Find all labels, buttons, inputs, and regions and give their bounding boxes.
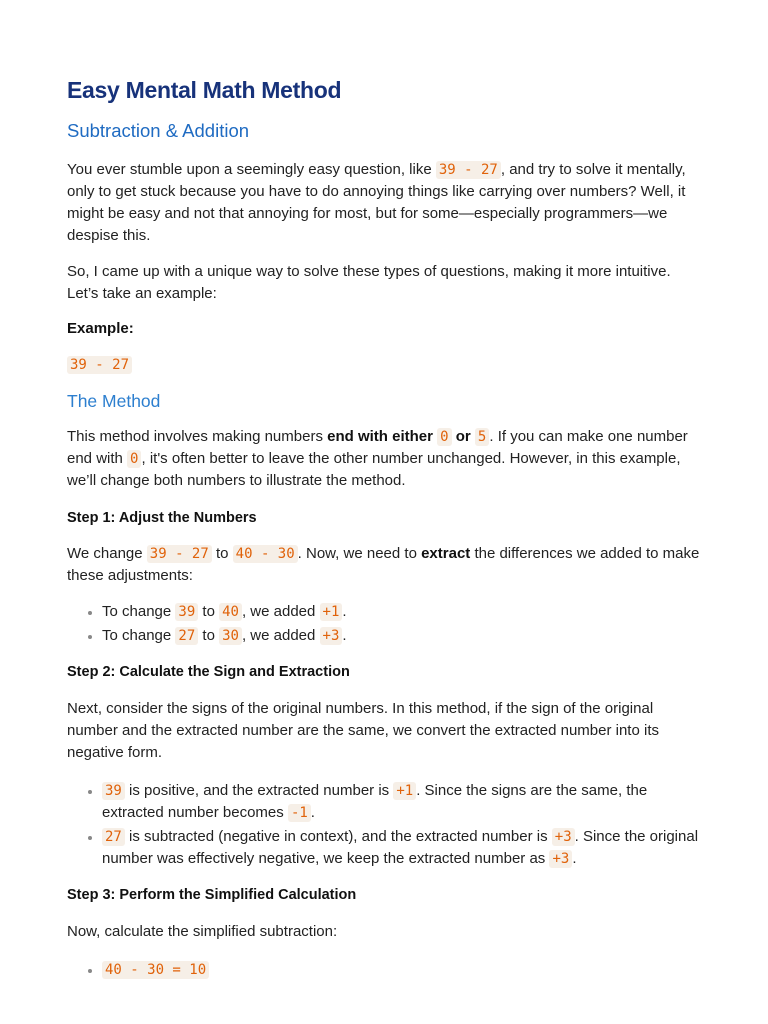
inline-code: 40 - 30 = 10 [102,961,209,979]
so-paragraph: So, I came up with a unique way to solve these types of questions, making it more intuitive. Let’s take an example: [67,263,671,302]
list-item: • To change 27 to 30 , we added +3 . [102,625,701,647]
inline-code: 39 - 27 [436,161,501,179]
inline-code: +3 [552,828,575,846]
inline-code: 0 [127,450,141,468]
example-code-line [67,354,701,376]
method-paragraph: This method involves making numbers end with either 0 or 5 . If you can make one number end with 0 , it's often better to leave the other number unchanged. However, in this example, we’ll change both numbers to illustrate the method. [67,428,688,489]
inline-code: +1 [320,603,343,621]
step3-heading: Step 3: Perform the Simplified Calculation [67,887,357,903]
step1-list [67,601,701,647]
inline-code: -1 [288,804,311,822]
inline-code: 27 [102,828,125,846]
list-item [102,959,701,981]
inline-code: 30 [219,627,242,645]
inline-code: +3 [549,850,572,868]
step2-heading: Step 2: Calculate the Sign and Extraction [67,664,350,680]
inline-code: 40 - 30 [233,545,298,563]
step3-list [67,959,701,981]
section-heading-method: The Method [67,391,161,411]
inline-code: 39 - 27 [147,545,212,563]
step2-paragraph: Next, consider the signs of the original numbers. In this method, if the sign of the original number and the extracted number are the same, we convert the extracted number into its negative form. [67,700,659,761]
step3-paragraph: Now, calculate the simplified subtraction: [67,923,338,940]
example-code: 39 - 27 [67,356,132,374]
inline-code: +1 [393,782,416,800]
page-title: Easy Mental Math Method [67,77,342,103]
inline-code: 40 [219,603,242,621]
step1-paragraph: We change 39 - 27 to 40 - 30 . Now, we need to extract the differences we added to make these adjustments: [67,545,700,584]
step2-list [67,780,701,870]
inline-code: 5 [475,428,489,446]
inline-code: 39 [175,603,198,621]
list-item: • 39 is positive, and the extracted number is +1 . Since the signs are the same, the extracted number becomes -1 . [102,780,701,824]
section-heading-subtraction-addition: Subtraction & Addition [67,120,250,141]
list-item: • To change 39 to 40 , we added +1 . [102,601,701,623]
example-label: Example: [67,320,134,337]
inline-code: 0 [437,428,451,446]
inline-code: +3 [320,627,343,645]
inline-code: 27 [175,627,198,645]
inline-code: 39 [102,782,125,800]
intro-paragraph: You ever stumble upon a seemingly easy question, like 39 - 27 , and try to solve it mentally, only to get stuck because you have to do annoying things like carrying over numbers? Well, it might be easy and not that annoying for most, but for some—especially programmers—we despise this. [67,161,686,244]
list-item: • 27 is subtracted (negative in context), and the extracted number is +3 . Since the original number was effectively negative, we keep the extracted number as +3 . [102,826,701,870]
step1-heading: Step 1: Adjust the Numbers [67,510,257,526]
